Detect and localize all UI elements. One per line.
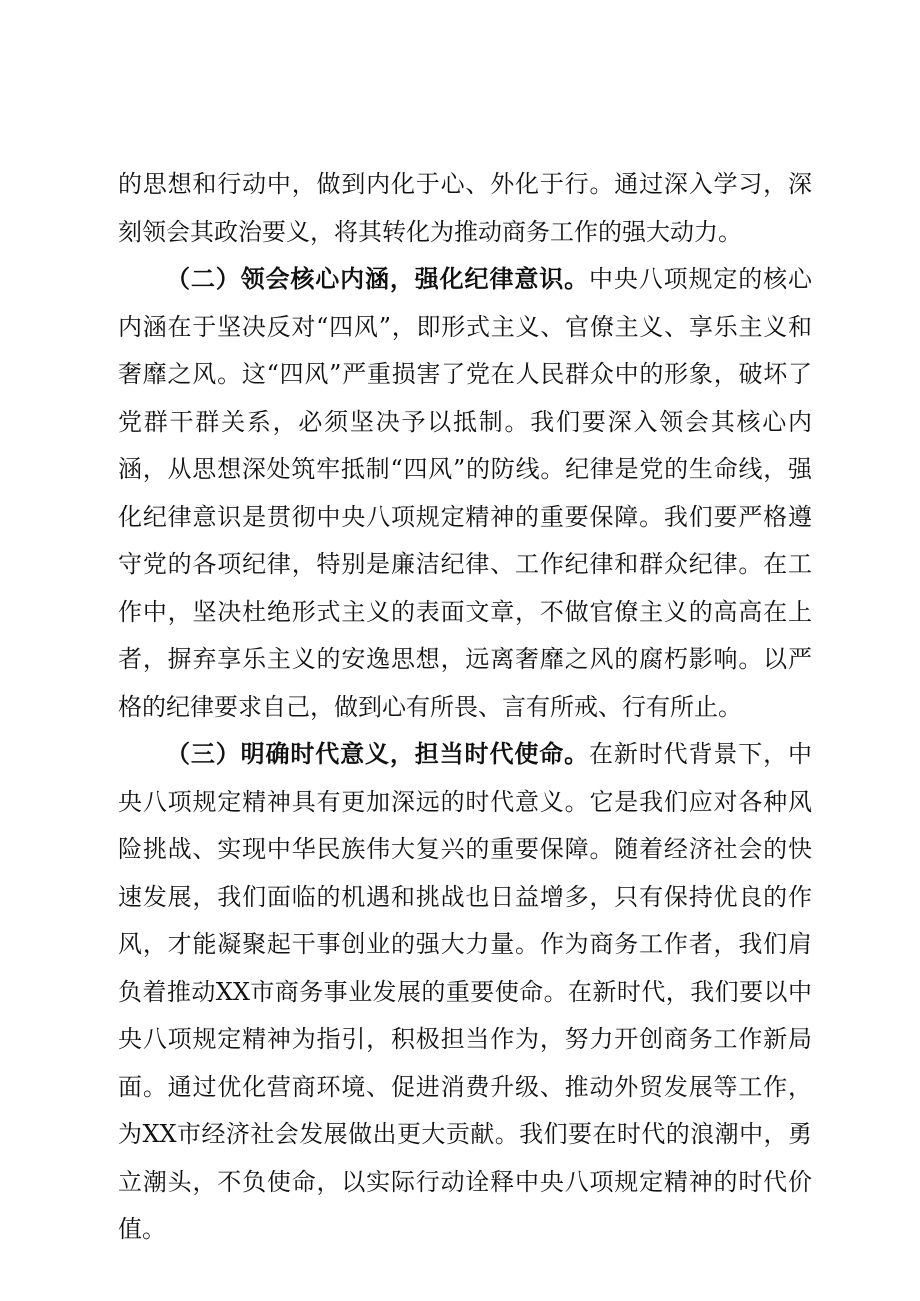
paragraph-section-3 xyxy=(118,731,812,1254)
paragraph-body: 的思想和行动中，做到内化于心、外化于行。通过深入学习，深刻领会其政治要义，将其转化为推动商务工作的强大动力。 xyxy=(118,170,812,246)
paragraph-section-2 xyxy=(118,256,812,731)
document-page xyxy=(118,161,812,1254)
paragraph-body: 在新时代背景下，中央八项规定精神具有更加深远的时代意义。它是我们应对各种风险挑战、实现中华民族伟大复兴的重要保障。随着经济社会的快速发展，我们面临的机遇和挑战也日益增多，只有保持优良的作风，才能凝聚起干事创业的强大力量。作为商务工作者，我们肩负着推动XX市商务事业发展的重要使命。在新时代，我们要以中央八项规定精神为指引，积极担当作为，努力开创商务工作新局面。通过优化营商环境、促进消费升级、推动外贸发展等工作，为XX市经济社会发展做出更大贡献。我们要在时代的浪潮中，勇立潮头，不负使命，以实际行动诠释中央八项规定精神的时代价值。 xyxy=(118,740,813,1243)
section-heading-2: （二）领会核心内涵，强化纪律意识。 xyxy=(166,265,589,293)
paragraph-body: 中央八项规定的核心内涵在于坚决反对“四风”，即形式主义、官僚主义、享乐主义和奢靡之风。这“四风”严重损害了党在人民群众中的形象，破坏了党群干群关系，必须坚决予以抵制。我们要深入领会其核心内涵，从思想深处筑牢抵制“四风”的防线。纪律是党的生命线，强化纪律意识是贯彻中央八项规定精神的重要保障。我们要严格遵守党的各项纪律，特别是廉洁纪律、工作纪律和群众纪律。在工作中，坚决杜绝形式主义的表面文章，不做官僚主义的高高在上者，摒弃享乐主义的安逸思想，远离奢靡之风的腐朽影响。以严格的纪律要求自己，做到心有所畏、言有所戒、行有所止。 xyxy=(118,265,813,721)
section-heading-3: （三）明确时代意义，担当时代使命。 xyxy=(166,740,589,768)
paragraph-continuation xyxy=(118,161,812,256)
